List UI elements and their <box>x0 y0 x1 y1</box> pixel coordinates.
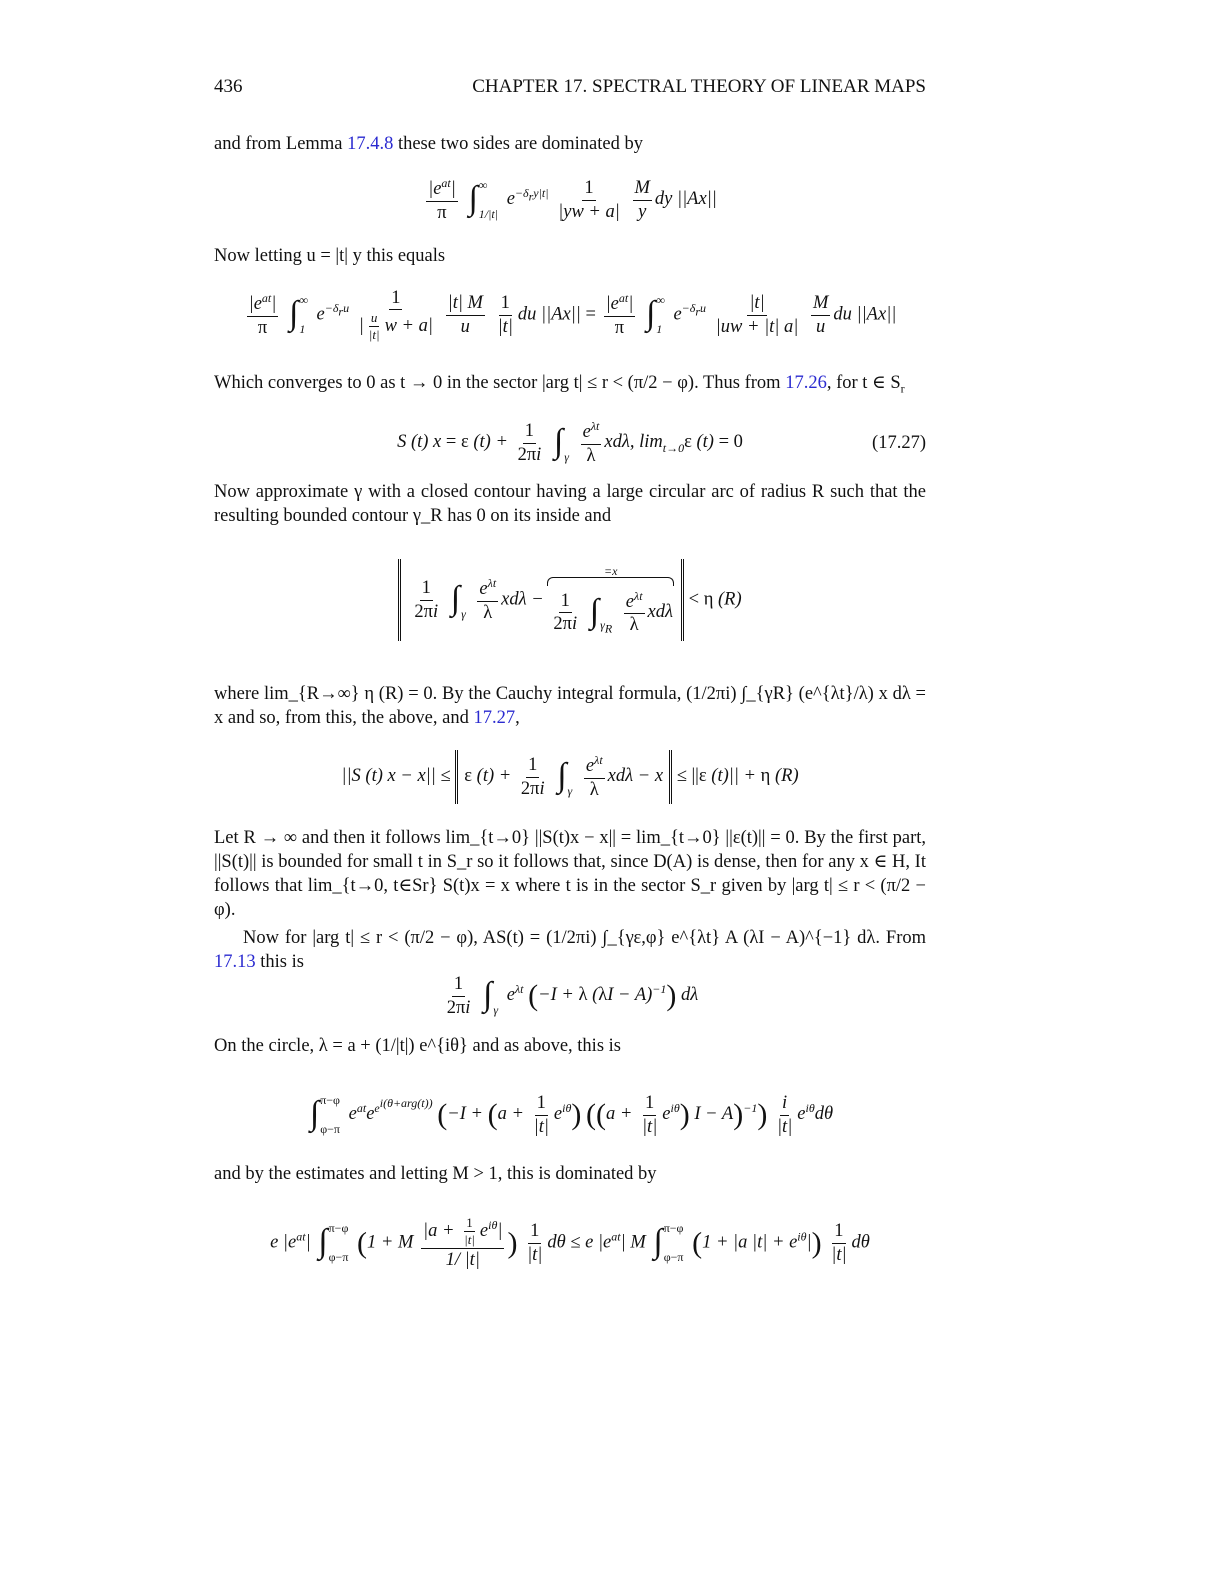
lemma-link[interactable]: 17.4.8 <box>347 134 394 154</box>
running-header <box>214 76 926 102</box>
paragraph-3 <box>214 371 926 401</box>
equation-number: (17.27) <box>872 432 926 453</box>
equation-link-17-26[interactable]: 17.26 <box>785 373 827 393</box>
paragraph-4: Now approximate γ with a closed contour having a large circular arc of radius R such that the resulting bounded contour γ_R has 0 on its inside and <box>214 482 926 526</box>
paragraph-7 <box>214 926 926 974</box>
equation-dominated: $\frac{|e^{at}|}{\pi}$ ∫ ∞ 1/|t| $e^{-\delta_ry|t|}$ $\frac{1}{|yw + a|}$ $\frac{M}{y}$ dy ||Ax|| <box>428 176 717 223</box>
paragraph-3-text-end: , for t ∈ S <box>826 373 901 393</box>
paragraph-3-text: Which converges to 0 as t → 0 in the sector |arg t| ≤ r < (π/2 − φ). Thus from <box>214 373 786 393</box>
equation-contour-approx: $\frac{1}{2\pi i}$ ∫ γ $\frac{e^{\lambda t}}{\lambda}$ xdλ − =x $\frac{1}{2\pi i}$ ∫ $\gamma_R$ $\frac{e^{\lambda t}}{\lambda}$ xdλ < η (R) <box>214 545 926 655</box>
equation-final-bound: e $|e^{at}|$ ∫ π−φ φ−π (1 + M |a + $\frac{1}{|t|}$ $e^{i\theta}|$ 1/ |t| ) $\frac{1}{|t|}$ dθ ≤ e $|e^{at}|$ M ∫ π−φ φ−π (1 + |a $|t| + e^{i\theta}|$) $\frac{1}{|t|}$ dθ <box>270 1214 870 1271</box>
paragraph-1 <box>214 132 926 156</box>
paragraph-8: On the circle, λ = a + (1/|t|) e^{iθ} and as above, this is <box>214 1036 621 1056</box>
equation-estimate: ||S (t) x − x|| ≤ ε (t) + $\frac{1}{2\pi i}$ ∫ γ $\frac{e^{\lambda t}}{\lambda}$ xdλ − x ≤ ||ε (t)|| + η (R) <box>214 746 926 808</box>
chapter-title: CHAPTER 17. SPECTRAL THEORY OF LINEAR MAPS <box>472 76 926 97</box>
paragraph-7-text-end: this is <box>255 952 304 972</box>
paragraph-5 <box>214 682 926 730</box>
paragraph-2: Now letting u = |t| y this equals <box>214 246 446 266</box>
equation-on-circle: ∫ π−φ φ−π $e^{at}e^{e^{i(\theta+arg(t))}}$ (−I + (a + $\frac{1}{|t|}$ $e^{i\theta}$) ((a + $\frac{1}{|t|}$ $e^{i\theta}$) I − A)$^{-1}$) $\frac{i}{|t|}$ $e^{i\theta}d\theta$ <box>309 1092 834 1137</box>
paragraph-7-text: Now for |arg t| ≤ r < (π/2 − φ), AS(t) = (1/2πi) ∫_{γε,φ} e^{λt} A (λI − A)^{−1} dλ. From <box>243 928 926 948</box>
paragraph-1-text: and from Lemma <box>214 134 348 154</box>
document-page <box>214 0 926 1584</box>
equation-substitution: $\frac{|e^{at}|}{\pi}$ ∫ ∞ 1 $e^{-\delta_ru}$ 1 | $\frac{u}{|t|}$ w + a| $\frac{|t| M}{u}$ $\frac{1}{|t|}$ du ||Ax|| = $\frac{|e^{at}|}{\pi}$ ∫ ∞ 1 $e^{-\delta_ru}$ $\frac{|t|}{|uw + |t| a|}$ $\frac{M}{u}$ du ||Ax|| <box>248 287 897 343</box>
paragraph-5-text-end: , <box>515 708 520 728</box>
paragraph-6: Let R → ∞ and then it follows lim_{t→0} ||S(t)x − x|| = lim_{t→0} ||ε(t)|| = 0. By the first part, ||S(t)|| is bounded for small t in S_r so it follows that, since D(A) is dense, then for any x ∈ H, It follows that lim_{t→0, t∈Sr} S(t)x = x where t is in the sector S_r given by |arg t| ≤ r < (π/2 − φ). <box>214 828 926 920</box>
equation-resolvent-integral: $\frac{1}{2\pi i}$ ∫ γ $e^{\lambda t}$ (−I + λ $(\lambda I - A)^{-1}$) dλ <box>446 974 699 1018</box>
paragraph-5-text: where lim_{R→∞} η (R) = 0. By the Cauchy integral formula, (1/2πi) ∫_{γR} (e^{λt}/λ) x dλ = x and so, from this, the above, and <box>214 684 926 728</box>
page-number: 436 <box>214 76 243 97</box>
paragraph-1-text-end: these two sides are dominated by <box>393 134 643 154</box>
overbrace-label: =x <box>603 563 618 578</box>
paragraph-9: and by the estimates and letting M > 1, this is dominated by <box>214 1164 657 1184</box>
equation-link-17-27[interactable]: 17.27 <box>473 708 516 728</box>
equation-17-27: S (t) x = ε (t) + $\frac{1}{2\pi i}$ ∫ γ $\frac{e^{\lambda t}}{\lambda}$ xdλ, $\lim_{t\to 0}\varepsilon$ (t) = 0 (17.27) <box>397 419 926 466</box>
equation-link-17-13[interactable]: 17.13 <box>214 952 256 972</box>
paragraph-3-subscript: r <box>900 381 905 396</box>
